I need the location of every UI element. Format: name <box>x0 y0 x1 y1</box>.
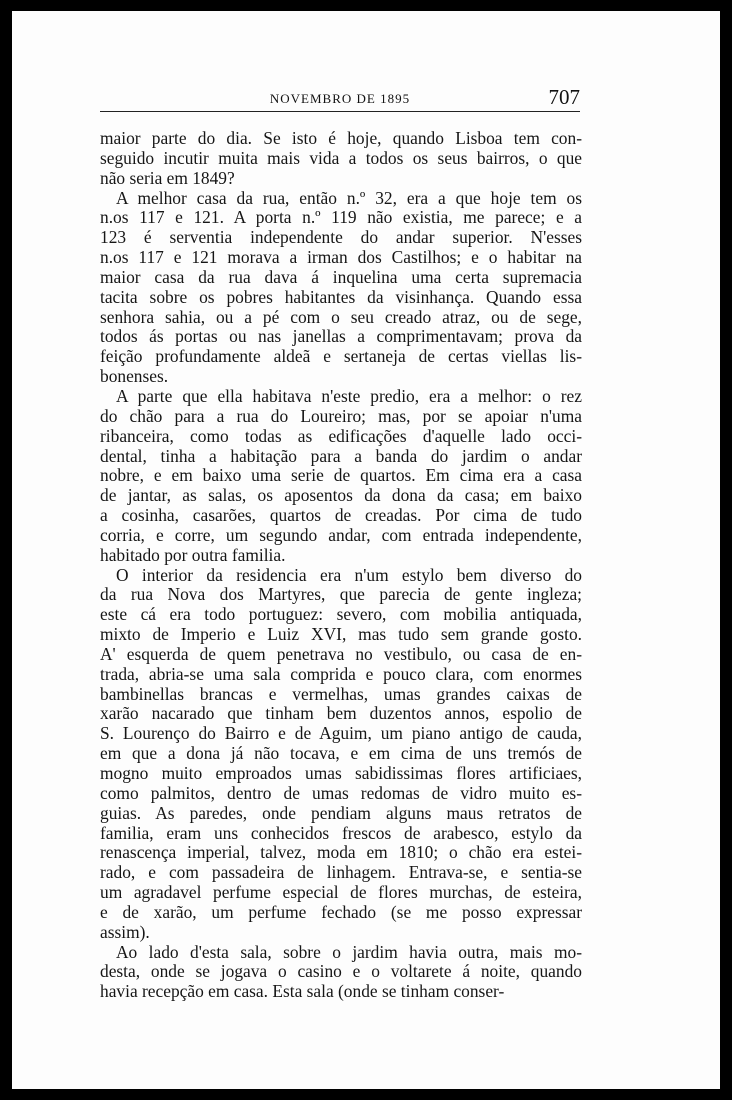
text-line: havia recepção em casa. Esta sala (onde se tinham conser- <box>100 981 505 1002</box>
text-line: O interior da residencia era n'um estylo bem diverso do <box>116 564 582 585</box>
text-line: de jantar, as salas, os aposentos da dona da casa; em baixo <box>100 485 582 506</box>
text-line: maior parte do dia. Se isto é hoje, quando Lisboa tem con- <box>100 128 582 148</box>
running-title: NOVEMBRO DE 1895 <box>269 91 411 106</box>
text-line: familia, eram uns conhecidos frescos de arabesco, estylo da <box>100 822 582 843</box>
text-line: A melhor casa da rua, então n.º 32, era a que hoje tem os <box>116 187 582 208</box>
paragraph <box>100 189 582 387</box>
text-line: n.os 117 e 121. A porta n.º 119 não existia, me parece; e a <box>100 207 582 228</box>
text-line: bambinellas brancas e vermelhas, umas grandes caixas de <box>100 683 582 704</box>
body-text <box>100 129 582 1002</box>
text-line: como palmitos, dentro de umas redomas de vidro muito es- <box>100 782 582 803</box>
text-line: trada, abria-se uma sala comprida e pouco clara, com enormes <box>100 663 582 684</box>
text-line: maior casa da rua dava á inquelina uma certa supremacia <box>100 266 582 287</box>
text-line: A' esquerda de quem penetrava no vestibulo, ou casa de en- <box>100 643 582 664</box>
text-line: corria, e corre, um segundo andar, com entrada independente, <box>100 524 582 545</box>
text-line: Ao lado d'esta sala, sobre o jardim havia outra, mais mo- <box>116 941 582 962</box>
text-line: seguido incutir muita mais vida a todos os seus bairros, o que <box>100 147 582 168</box>
text-line: bonenses. <box>100 366 169 387</box>
paragraph <box>100 387 582 566</box>
text-line: n.os 117 e 121 morava a irman dos Castilhos; e o habitar na <box>100 247 582 268</box>
text-line: rado, e com passadeira de linhagem. Entrava-se, e sentia-se <box>100 862 582 883</box>
text-line: S. Lourenço do Bairro e de Aguim, um piano antigo de cauda, <box>100 723 582 744</box>
text-line: em que a dona já não tocava, e em cima de uns tremós de <box>100 743 582 764</box>
text-line: xarão nacarado que tinham bem duzentos annos, espolio de <box>100 703 582 724</box>
text-line: e de xarão, um perfume fechado (se me posso expressar <box>100 901 582 922</box>
text-line: habitado por outra familia. <box>100 544 286 565</box>
text-line: guias. As paredes, onde pendiam alguns maus retratos de <box>100 802 582 823</box>
page-number: 707 <box>548 85 580 109</box>
text-line: assim). <box>100 921 150 942</box>
text-line: todos ás portas ou nas janellas a comprimentavam; prova da <box>100 326 582 347</box>
text-line: mogno muito emproados umas sabidissimas flores artificiaes, <box>100 763 582 783</box>
text-line: a cosinha, casarões, quartos de creadas. Por cima de tudo <box>100 505 582 526</box>
text-line: mixto de Imperio e Luiz XVI, mas tudo sem grande gosto. <box>100 624 582 645</box>
paragraph <box>100 566 582 943</box>
paragraph <box>100 129 582 189</box>
text-line: dental, tinha a habitação para a banda do jardim o andar <box>100 445 582 466</box>
text-line: senhora sahia, ou a pé com o seu creado atraz, ou de sege, <box>100 306 582 327</box>
text-line: 123 é serventia independente do andar superior. N'esses <box>100 227 582 248</box>
text-line: da rua Nova dos Martyres, que parecia de gente ingleza; <box>100 584 582 605</box>
text-line: nobre, e em baixo uma serie de quartos. Em cima era a casa <box>100 465 582 486</box>
text-line: tacita sobre os pobres habitantes da visinhança. Quando essa <box>100 286 582 307</box>
text-line: do chão para a rua do Loureiro; mas, por se apoiar n'uma <box>100 405 582 426</box>
running-header <box>100 81 580 112</box>
text-line: renascença imperial, talvez, moda em 1810; o chão era estei- <box>100 842 582 863</box>
text-line: feição profundamente aldeã e sertaneja de certas viellas lis- <box>100 346 582 367</box>
text-line: não seria em 1849? <box>100 167 235 188</box>
paragraph <box>100 943 582 1003</box>
text-line: desta, onde se jogava o casino e o voltarete á noite, quando <box>100 961 582 982</box>
text-line: um agradavel perfume especial de flores murchas, de esteira, <box>100 882 582 903</box>
text-line: A parte que ella habitava n'este predio, era a melhor: o rez <box>116 385 582 406</box>
text-line: este cá era todo portuguez: severo, com mobilia antiquada, <box>100 604 582 625</box>
text-line: ribanceira, como todas as edificações d'aquelle lado occi- <box>100 425 582 446</box>
book-page <box>12 11 720 1089</box>
